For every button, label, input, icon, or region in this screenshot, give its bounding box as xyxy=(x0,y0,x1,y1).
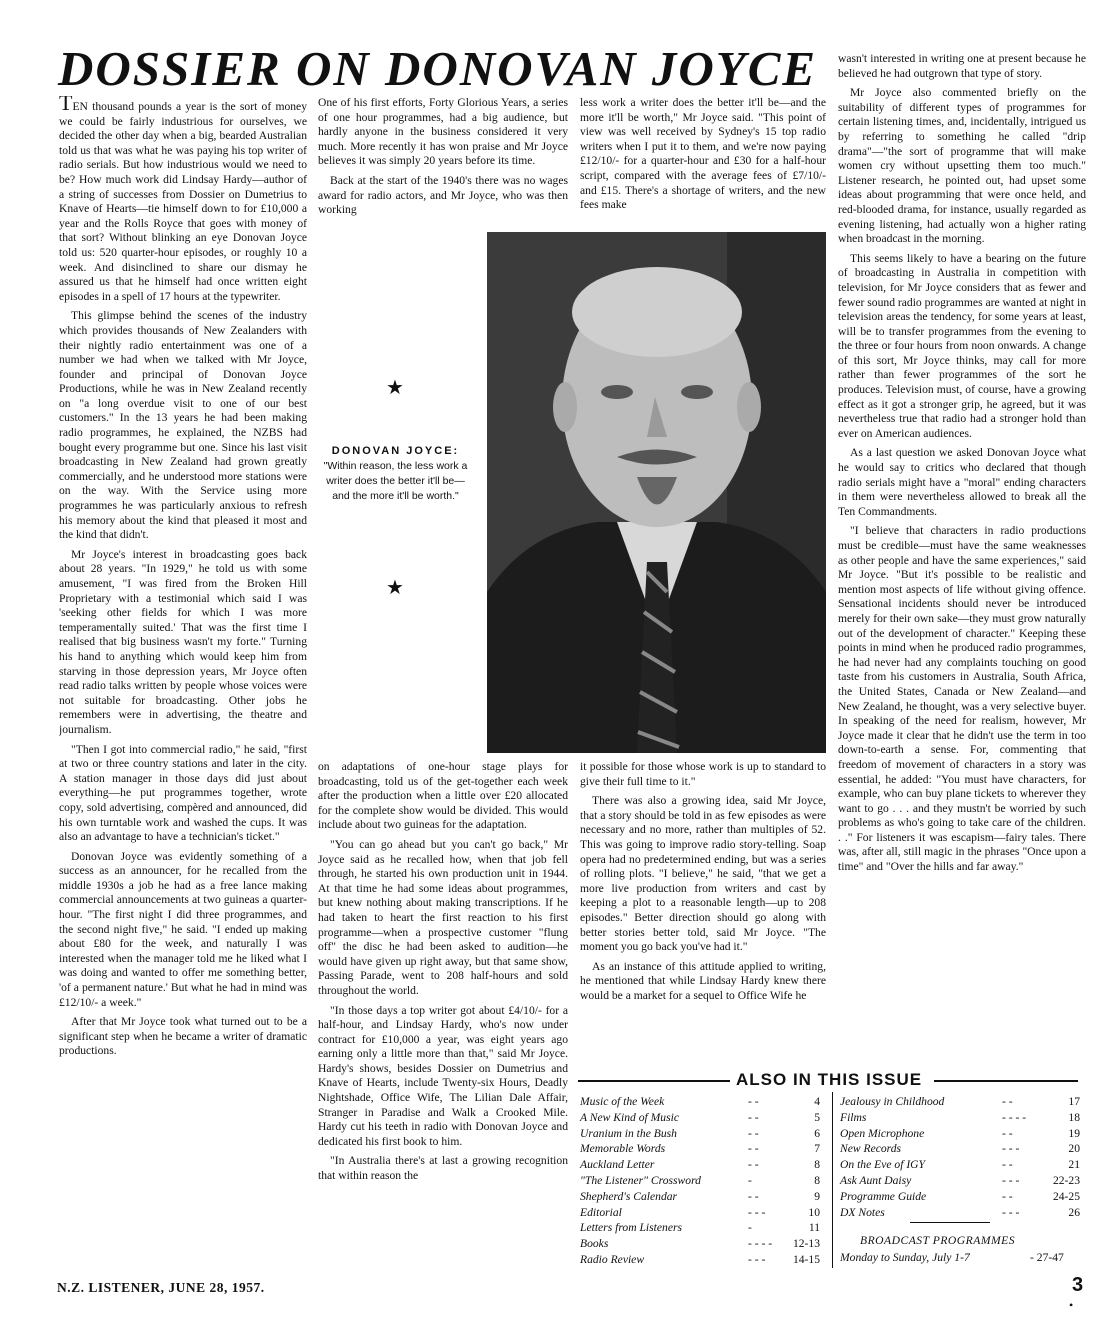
footer-issue: N.Z. LISTENER, JUNE 28, 1957. xyxy=(57,1280,265,1295)
paragraph xyxy=(580,760,826,789)
portrait-photo xyxy=(487,232,826,753)
toc-dots: - - xyxy=(748,1110,759,1124)
toc-page: 14-15 xyxy=(792,1253,820,1266)
toc-title: On the Eve of IGY xyxy=(840,1158,926,1172)
toc-title: Memorable Words xyxy=(580,1142,666,1156)
toc-item xyxy=(580,1126,820,1142)
toc-dots: - - xyxy=(1002,1126,1013,1140)
toc-title: Ask Aunt Daisy xyxy=(840,1174,912,1187)
paragraph-text: "In Australia there's at last a growing recognition that within reason the xyxy=(318,1154,568,1183)
paragraph-text: "In those days a top writer got about £4/10/- for a half-hour, and Lindsay Hardy, who's now under contract for £10,000 a year, was eight years ago earning only a little more than that," said Mr Joyce. Hardy's shows, besides Dossier on Dumetrius and Knave of Hearts, include Twenty-six Hours, Deadly Nightshade, Office Wife, The Lilian Dale Affair, Stranger in Paradise and Walk a Crooked Mile. Hardy cut his teeth in radio with Donovan Joyce and dedicated his first book to him. xyxy=(318,1003,568,1148)
article-column-3-top xyxy=(580,96,826,230)
article-column-2-bottom xyxy=(318,760,568,1270)
toc-page: 11 xyxy=(808,1221,820,1235)
toc-dots: - - - xyxy=(1002,1142,1020,1156)
toc-page: 8 xyxy=(814,1174,820,1187)
paragraph-text: This glimpse behind the scenes of the industry which provides thousands of New Zealanders with their nightly radio entertainment was one of a number we had when we talked with Mr Joyce, founder and principal of Donovan Joyce Productions, while he was in New Zealand recently on "a long overdue visit to one of our best customers." In the 13 years he had been making radio programmes, he explained, the NZBS had bought every programme but one. Since his last visit broadcasting in New Zealand had grown greatly commercially, and he understood more stations were on the way. With the Service using more programmes he was particularly anxious to refresh his memory about the kind that pleased it most and the kind that didn't. xyxy=(59,309,307,542)
toc-item xyxy=(840,1173,1080,1189)
paragraph xyxy=(838,86,1086,247)
broadcast-line: Monday to Sunday, July 1-7 xyxy=(840,1251,970,1264)
paragraph xyxy=(59,309,307,543)
paragraph-text: Mr Joyce also commented briefly on the suitability of different types of programmes for certain listening times, and, incidentally, intrigued us by referring to something he called "drip drama"—"the sort of programme that will make women cry without upsetting them too much." Listener research, he pointed out, had upset some ideas about programming that were once held, and red-blooded drama, for instance, usually regarded as evening listening, had actually won a higher rating when broadcast in the morning. xyxy=(838,86,1086,246)
toc-page: 26 xyxy=(1068,1205,1080,1219)
paragraph xyxy=(838,446,1086,519)
toc-title: DX Notes xyxy=(840,1205,885,1219)
toc-dots: - - xyxy=(1002,1158,1013,1172)
paragraph-text: One of his first efforts, Forty Glorious Years, a series of one hour programmes, had a big audience, but hardly anyone in the business considered it very much. More recently it has won praise and Mr Joyce believes it was simply 20 years before its time. xyxy=(318,96,568,168)
portrait-illustration xyxy=(487,232,826,753)
toc-item xyxy=(840,1189,1080,1205)
toc-title: "The Listener" Crossword xyxy=(580,1174,701,1187)
toc-title: Films xyxy=(840,1110,867,1124)
toc-title: Letters from Listeners xyxy=(580,1221,682,1235)
toc-dots: - - xyxy=(1002,1189,1013,1203)
toc-page: 9 xyxy=(814,1189,820,1203)
toc-title: A New Kind of Music xyxy=(580,1110,679,1124)
star-ornament-top: ★ xyxy=(386,377,404,399)
toc-dots: - - xyxy=(748,1095,759,1108)
toc-page: 5 xyxy=(814,1110,820,1124)
toc-title: Auckland Letter xyxy=(580,1158,655,1172)
toc-title: Music of the Week xyxy=(580,1095,665,1108)
paragraph xyxy=(59,743,307,845)
paragraph-text: After that Mr Joyce took what turned out to be a significant step when he became a writer of dramatic productions. xyxy=(59,1015,307,1058)
paragraph xyxy=(59,850,307,1011)
paragraph-text: Back at the start of the 1940's there was no wages award for radio actors, and Mr Joyce, who was then working xyxy=(318,173,568,217)
paragraph-text: "I believe that characters in radio productions must be credible—must have the same weaknesses as other people and have the same experiences," said Mr Joyce. "But it's possible to be realistic and mention most aspects of life without giving offence. Sensational incidents should never be introduced merely for their own sake—they must grow naturally out of the development of character." Keeping these points in mind when he produced radio programmes, he had never had any complaints touching on good taste from his customers in Australia, South Africa, the United States, Canada or New Zealand—and New Zealand, he thought, was a very selective buyer. In speaking of the need for realism, however, Mr Joyce made it clear that he didn't use the term in too down-to-earth a sense. For, commenting that freedom of movement of characters in a story was essential, he added: "You must have characters, for example, who can buy plane tickets to wherever they want to go . . . and they mustn't be worried by such problems as who's going to take care of the children. . ." For listeners it was escapism—fairy tales. There was, after all, still magic in the phrases "Once upon a time" and "Over the hills and far away." xyxy=(838,524,1086,874)
toc-item xyxy=(840,1205,1080,1221)
title-rule-right xyxy=(934,1080,1078,1082)
toc-item xyxy=(580,1205,820,1221)
toc-dots: - - - xyxy=(1002,1174,1020,1187)
toc-item xyxy=(580,1094,820,1110)
paragraph-text: "Then I got into commercial radio," he said, "first at two or three country stations and later in the city. A station manager in those days did just about everything—he put programmes together, wrote copy, sold advertising, compèred and announced, did his own turntable work and washed the cups. It was also an advantage to have a technician's ticket." xyxy=(59,742,307,844)
toc-title: Programme Guide xyxy=(840,1189,927,1203)
toc-page: 4 xyxy=(814,1095,820,1108)
article-column-1 xyxy=(59,96,307,1266)
toc-page: 7 xyxy=(814,1142,820,1156)
toc-dots: - - - xyxy=(748,1253,766,1266)
paragraph xyxy=(318,838,568,999)
toc-dots: - xyxy=(748,1174,752,1187)
paragraph xyxy=(838,524,1086,874)
toc-dots: - - xyxy=(748,1126,759,1140)
paragraph-text: Mr Joyce's interest in broadcasting goes back about 28 years. "In 1929," he told us with some amusement, "I was fired from the Broken Hill Proprietary with a testimonial which said I was 'seeking other fields for which I was more temperamentally suited.' That was the first time I realised that big business wasn't my forte." Turning his hand to anything which would keep him from starving in those depression years, Mr Joyce often read radio talks written by people whose voices were not suitable for broadcasting. Other jobs he remembers were in advertising, the theatre and journalism. xyxy=(59,547,307,736)
paragraph xyxy=(318,1004,568,1150)
toc-item xyxy=(580,1173,820,1189)
toc-page: 10 xyxy=(808,1205,820,1219)
toc-item xyxy=(580,1252,820,1268)
toc-title: Shepherd's Calendar xyxy=(580,1189,678,1203)
also-in-this-issue xyxy=(578,1070,1078,1270)
toc-page: 19 xyxy=(1068,1126,1080,1140)
article-column-4 xyxy=(838,52,1086,1064)
toc-dots: - - xyxy=(748,1158,759,1172)
toc-item xyxy=(580,1236,820,1252)
toc-item xyxy=(840,1157,1080,1173)
toc-item xyxy=(580,1189,820,1205)
also-title: ALSO IN THIS ISSUE xyxy=(736,1070,923,1089)
caption-quote: "Within reason, the less work a writer does the better it'll be—and the more it'll be worth." xyxy=(323,460,468,502)
toc-title: Jealousy in Childhood xyxy=(840,1095,945,1108)
broadcast-rule xyxy=(910,1222,990,1223)
corner-dot: • xyxy=(1069,1298,1074,1312)
broadcast-page-number: 27-47 xyxy=(1036,1251,1064,1264)
toc-title: Radio Review xyxy=(580,1253,645,1266)
toc-item xyxy=(840,1110,1080,1126)
paragraph xyxy=(838,52,1086,81)
toc-page: 22-23 xyxy=(1052,1174,1080,1187)
toc-dots: - - - xyxy=(748,1205,766,1219)
toc-item xyxy=(840,1141,1080,1157)
paragraph-text: As an instance of this attitude applied to writing, he mentioned that while Lindsay Hardy knew there would be a market for a sequel to Office Wife he xyxy=(580,959,826,1002)
paragraph xyxy=(59,1015,307,1059)
toc-title: Open Microphone xyxy=(840,1126,925,1140)
toc-page: 24-25 xyxy=(1052,1189,1080,1203)
article-column-3-bottom xyxy=(580,760,826,1062)
toc-dots: - - - xyxy=(1002,1205,1020,1219)
paragraph xyxy=(838,252,1086,442)
paragraph xyxy=(318,96,568,169)
paragraph xyxy=(580,794,826,955)
broadcast-title: BROADCAST PROGRAMMES xyxy=(860,1234,1016,1247)
toc-page: 20 xyxy=(1068,1142,1080,1156)
paragraph-text: wasn't interested in writing one at present because he believed he had outgrown that type of story. xyxy=(838,52,1086,80)
toc-page: 6 xyxy=(814,1126,820,1140)
paragraph xyxy=(580,960,826,1004)
paragraph-text: it possible for those whose work is up to standard to give their full time to it." xyxy=(580,760,826,788)
toc-divider xyxy=(832,1092,833,1268)
paragraph-text: "You can go ahead but you can't go back," Mr Joyce said as he recalled how, when that job fell through, he started his own production unit in 1944. At that time he had some ideas about programmes, but knew nothing about making transcriptions. If he had taken to heart the first reaction to his first programme—when a prospective customer "flung off" the disc he had been asked to audition—he would have given up right away, but that same show, Passing Parade, went to 208 half-hours and sold throughout the world. xyxy=(318,837,568,997)
paragraph-text: There was also a growing idea, said Mr Joyce, that a story should be told in as few episodes as were necessary and no more, rather than multiples of 52. This was going to improve radio story-telling. Soap opera had no predetermined ending, but was a series of rolling plots. "I believe," he said, "that we get a more live production from writers and cast by keeping a plot to a reasonable length—up to 208 episodes." Better direction should go along with better stories better told, said Mr Joyce. "The moment you go back you've had it." xyxy=(580,794,826,954)
paragraph-text: Donovan Joyce was evidently something of a success as an announcer, for he recalled from the middle 1930s a job he had as a free lance making commercial announcements at two guineas a quarter-hour. "The first night I did three programmes, and the second night five," he said. "I ended up making about £80 for the week, and naturally I was interested when the manager told me he liked what I was doing and wanted to offer me something better, 'of a permanent nature.' But what he had in mind was £12/10/- a week." xyxy=(59,849,307,1009)
toc-page: 21 xyxy=(1068,1158,1080,1172)
toc-page: 17 xyxy=(1068,1095,1080,1108)
paragraph-text: This seems likely to have a bearing on the future of broadcasting in Australia in competition with television, for Mr Joyce considers that as fewer and fewer sound radio programmes are wanted at night in television areas the tendency, for some years at least, will be to transfer programmes from the evening to the three or four hours from noon onwards. A change of this sort, Mr Joyce thinks, may call for more rather than fewer programmes of the sort he produces. Television must, of course, have a growing effect as it got a stronger grip, he agreed, but it was nevertheless true that radio had a stronger hold than ever on American audiences. xyxy=(838,251,1086,440)
toc-title: Editorial xyxy=(580,1205,622,1219)
broadcast-page: - 27-47 xyxy=(1030,1251,1064,1264)
paragraph xyxy=(59,548,307,738)
paragraph-text: As a last question we asked Donovan Joyce what he would say to critics who declared that though radio serials might have a "moral" ending characters in them were nevertheless allowed to break all the Ten Commandments. xyxy=(838,446,1086,518)
title-rule-left xyxy=(578,1080,730,1082)
toc-dots: - - - - xyxy=(748,1237,773,1251)
paragraph-text: less work a writer does the better it'll be—and the more it'll be worth," Mr Joyce said. "This point of view was well received by Sydney's 15 top radio writers when I put it to them, and we're now paying £12/10/- for a quarter-hour and £30 for a half-hour script, compared with the average fees of £7/10/- and £15. There's a shortage of writers, and the new fees make xyxy=(580,96,826,212)
toc-dots: - - xyxy=(748,1142,759,1156)
toc-title: Books xyxy=(580,1237,609,1251)
toc-page: 12-13 xyxy=(792,1237,820,1251)
toc-item xyxy=(580,1157,820,1173)
toc-item xyxy=(840,1126,1080,1142)
caption-name: DONOVAN JOYCE: xyxy=(331,445,460,457)
star-ornament-bottom: ★ xyxy=(386,577,404,599)
toc-page: 18 xyxy=(1068,1110,1080,1124)
paragraph xyxy=(318,760,568,833)
toc-page: 8 xyxy=(814,1158,820,1172)
toc-item xyxy=(580,1220,820,1236)
drop-cap: T xyxy=(59,96,73,115)
paragraph-text: on adaptations of one-hour stage plays for broadcasting, told us of the get-together each week after the production when a little over £20 allocated for the complete show would be divided. This would include about two guineas for the adaptation. xyxy=(318,760,568,832)
paragraph-text: EN thousand pounds a year is the sort of money we could be fairly industrious for ourselves, we decided the other day when a big, bearded Australian told us that was what he was paying his top writer of radio serials. But how industrious would we need to be? How much work did Lindsay Hardy—author of a string of successes from Dossier on Dumetrius to Knave of Hearts—tie himself down to for £10,000 a year and the Rolls Royce that goes with money of that sort? Without blinking an eye Donovan Joyce told us: 520 quarter-hour episodes, or roughly 10 a week. And disinclined to share our dismay he assured us that he himself had once written eight episodes in a spell of 17 hours at the typewriter. xyxy=(59,100,307,303)
toc-dots: - - xyxy=(1002,1095,1013,1108)
toc-dots: - xyxy=(748,1221,752,1235)
paragraph xyxy=(580,96,826,213)
toc-title: Uranium in the Bush xyxy=(580,1126,677,1140)
toc-item xyxy=(580,1141,820,1157)
toc-dots: - - xyxy=(748,1189,759,1203)
photo-caption xyxy=(318,444,473,504)
toc-item xyxy=(580,1110,820,1126)
paragraph xyxy=(318,1154,568,1183)
toc-title: New Records xyxy=(840,1142,902,1156)
article-column-2-top xyxy=(318,96,568,230)
page-number: 3 xyxy=(1072,1274,1084,1296)
paragraph xyxy=(59,96,307,304)
headline: DOSSIER ON DONOVAN JOYCE xyxy=(58,41,818,96)
also-title-bar xyxy=(578,1070,1078,1090)
toc-item xyxy=(840,1094,1080,1110)
paragraph xyxy=(318,174,568,218)
toc-dots: - - - - xyxy=(1002,1110,1027,1124)
